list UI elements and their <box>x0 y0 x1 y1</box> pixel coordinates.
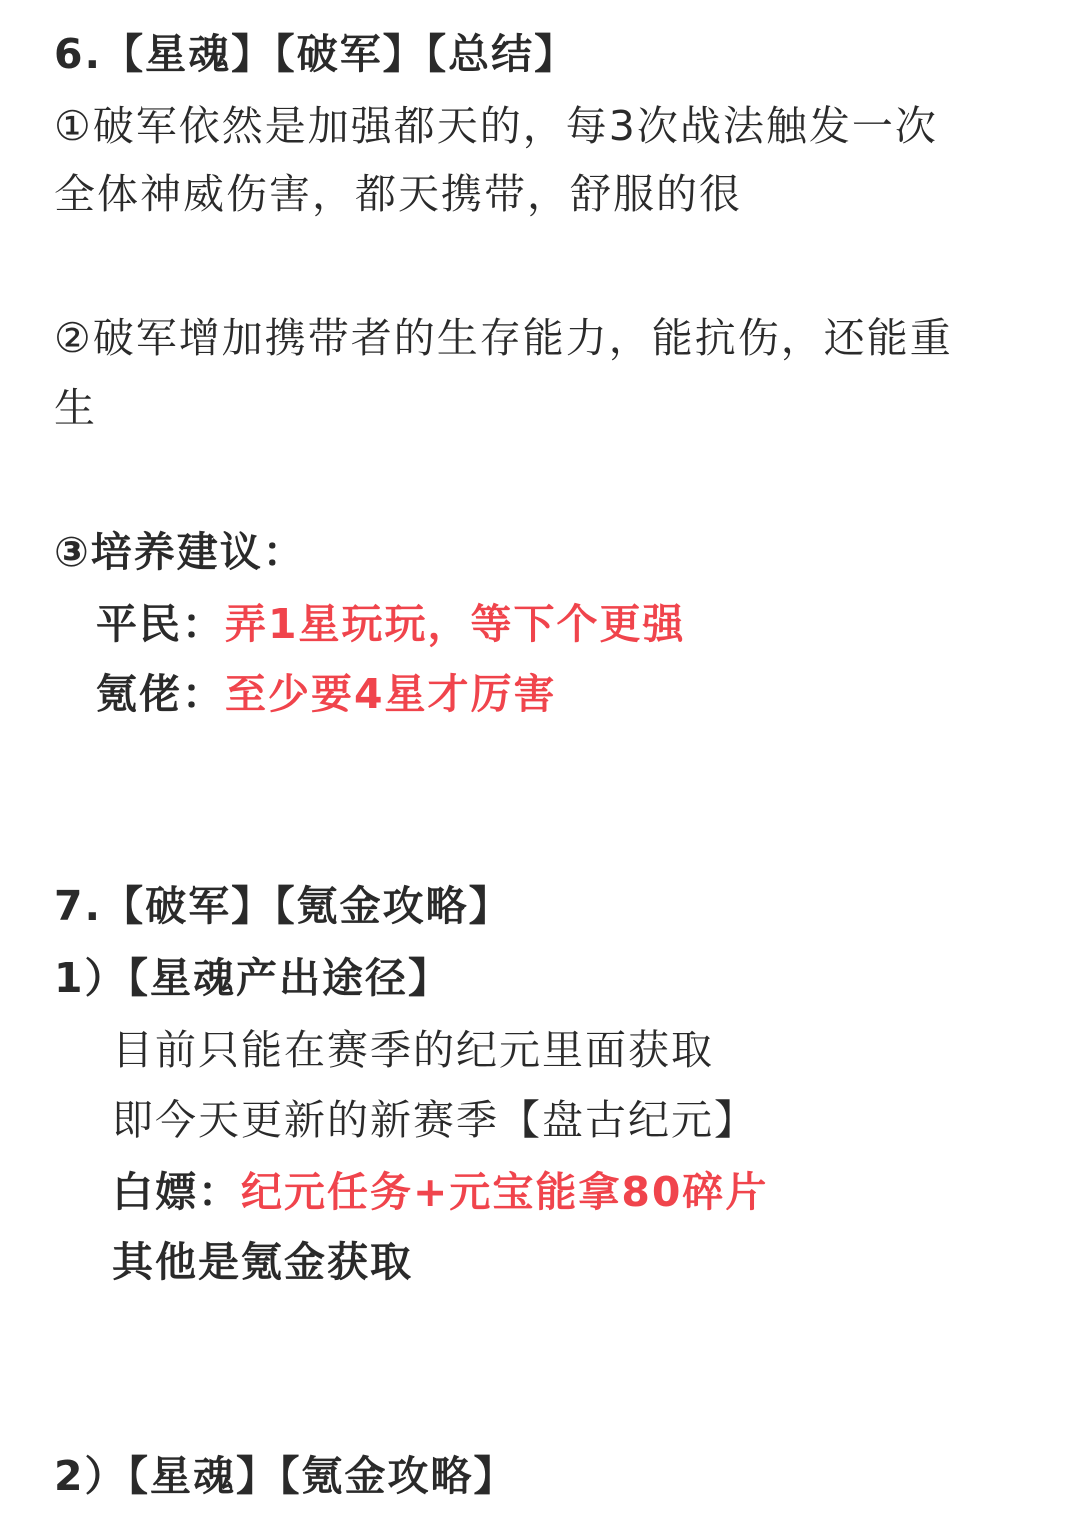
advice-civilian-value: 弄1星玩玩，等下个更强 <box>225 600 686 648</box>
sub-1-heading: 1）【星魂产出途径】 <box>54 954 452 1002</box>
point-2-line-2: 生 <box>54 384 97 432</box>
advice-whale <box>96 670 557 719</box>
sub-2-heading: 2）【星魂】【氪金攻略】 <box>54 1452 517 1500</box>
sub-1-free-label: 白嫖： <box>112 1168 241 1216</box>
sub-1-free-line <box>112 1168 768 1217</box>
sub-1-line-2: 即今天更新的新赛季【盘古纪元】 <box>112 1096 757 1144</box>
advice-whale-label: 氪佬： <box>96 670 225 718</box>
point-3-heading: ③培养建议： <box>54 528 306 576</box>
advice-civilian <box>96 600 686 649</box>
point-2-line-1: ②破军增加携带者的生存能力，能抗伤，还能重 <box>54 314 953 362</box>
advice-whale-value: 至少要4星才厉害 <box>225 670 557 718</box>
point-1-line-2: 全体神威伤害，都天携带，舒服的很 <box>54 170 742 218</box>
section-7-heading: 7.【破军】【氪金攻略】 <box>54 882 512 930</box>
point-1-line-1: ①破军依然是加强都天的，每3次战法触发一次 <box>54 102 938 150</box>
sub-1-line-4: 其他是氪金获取 <box>112 1238 413 1286</box>
advice-civilian-label: 平民： <box>96 600 225 648</box>
section-6-heading: 6.【星魂】【破军】【总结】 <box>54 30 578 78</box>
sub-1-free-value: 纪元任务+元宝能拿80碎片 <box>241 1168 769 1216</box>
sub-1-line-1: 目前只能在赛季的纪元里面获取 <box>112 1026 714 1074</box>
